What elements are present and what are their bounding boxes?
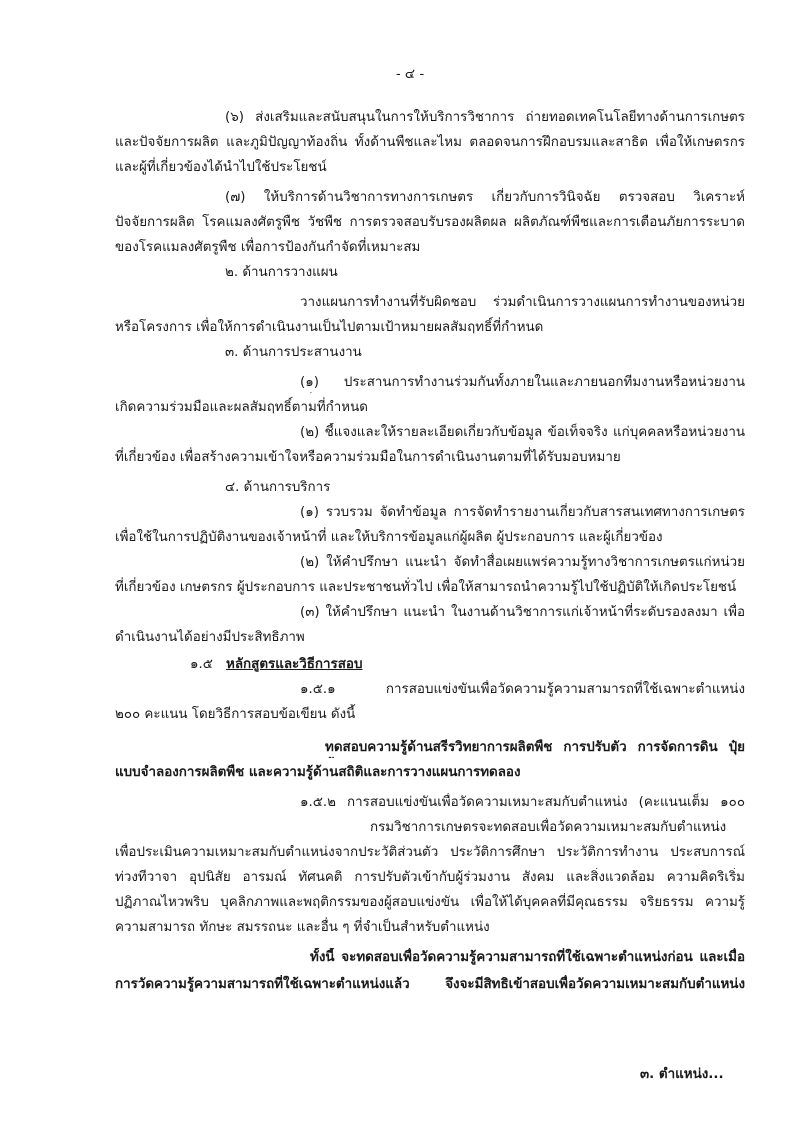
item-6-line-2: และปัจจัยการผลิต และภูมิปัญญาท้องถิ่น ทั้งด้านพืชและไหม ตลอดจนการฝึกอบรมและสาธิต เพื่อให้เกษตรกร [115, 135, 745, 150]
section-2-line-1: วางแผนการทำงานที่รับผิดชอบ ร่วมดำเนินการวางแผนการทำงานของหน่วย [300, 295, 745, 310]
item-7-line-3: ของโรคแมลงศัตรูพืช เพื่อการป้องกันกำจัดที่เหมาะสม [115, 240, 421, 255]
item-7-line-1: (๗) ให้บริการด้านวิชาการทางการเกษตร เกี่ยวกับการวินิจฉัย ตรวจสอบ วิเคราะห์ [225, 190, 745, 205]
interview-line-2: เพื่อประเมินความเหมาะสมกับตำแหน่งจากประวัติส่วนตัว ประวัติการศึกษา ประวัติการทำงาน ประสบการณ์ [115, 845, 745, 860]
section-1-5-number: ๑.๕ [190, 657, 213, 672]
exam-subjects-line-1: ทดสอบความรู้ด้านสรีรวิทยาการผลิตพืช การปรับตัว การจัดการดิน ปุ๋ย [325, 740, 745, 755]
section-3-item-2-line-2: ที่เกี่ยวข้อง เพื่อสร้างความเข้าใจหรือความร่วมมือในการดำเนินงานตามที่ได้รับมอบหมาย [115, 450, 621, 465]
exam-subjects-line-2: แบบจำลองการผลิตพืช และความรู้ด้านสถิติและการวางแผนการทดลอง [115, 765, 521, 780]
section-1-5-1-line-2: ๒๐๐ คะแนน โดยวิธีการสอบข้อเขียน ดังนี้ [115, 707, 356, 722]
section-3-item-2-line-1: (๒) ชี้แจงและให้รายละเอียดเกี่ยวกับข้อมูล ข้อเท็จจริง แก่บุคคลหรือหน่วยงาน [300, 425, 745, 440]
section-3-item-1-line-2: เกิดความร่วมมือและผลสัมฤทธิ์ตามที่กำหนด [115, 400, 368, 415]
section-4-item-1-line-1: (๑) รวบรวม จัดทำข้อมูล การจัดทำรายงานเกี่ยวกับสารสนเทศทางการเกษตร [300, 505, 745, 520]
interview-line-4: ปฏิภาณไหวพริบ บุคลิกภาพและพฤติกรรมของผู้สอบแข่งขัน เพื่อให้ได้บุคคลที่มีคุณธรรม จริยธรรม ความรู้ [115, 895, 745, 910]
interview-line-1: กรมวิชาการเกษตรจะทดสอบเพื่อวัดความเหมาะสมกับตำแหน่ง [370, 820, 727, 835]
section-4-item-2-line-2: ที่เกี่ยวข้อง เกษตรกร ผู้ประกอบการ และประชาชนทั่วไป เพื่อให้สามารถนำความรู้ไปใช้ปฏิบัติให้เกิดประโยชน์ [115, 580, 737, 595]
section-1-5-title: หลักสูตรและวิธีการสอบ [226, 657, 363, 672]
section-1-5-2-line: ๑.๕.๒ การสอบแข่งขันเพื่อวัดความเหมาะสมกับตำแหน่ง (คะแนนเต็ม ๑๐๐ [300, 795, 745, 810]
section-4-item-3-line-2: ดำเนินงานได้อย่างมีประสิทธิภาพ [115, 630, 305, 645]
section-3-heading: ๓. ด้านการประสานงาน [225, 345, 362, 360]
interview-line-3: ท่วงทีวาจา อุปนิสัย อารมณ์ ทัศนคติ การปรับตัวเข้ากับผู้ร่วมงาน สังคม และสิ่งแวดล้อม ความคิดริเริ่ม [115, 870, 745, 885]
section-4-item-1-line-2: เพื่อใช้ในการปฏิบัติงานของเจ้าหน้าที่ และให้บริการข้อมูลแก่ผู้ผลิต ผู้ประกอบการ และผู้เกี่ยวข้อง [115, 530, 663, 545]
section-4-heading: ๔. ด้านการบริการ [225, 480, 331, 495]
section-2-line-2: หรือโครงการ เพื่อให้การดำเนินงานเป็นไปตามเป้าหมายผลสัมฤทธิ์ที่กำหนด [115, 320, 544, 335]
page-continuation: ๓. ตำแหน่ง... [640, 1067, 724, 1082]
note-line-1: ทั้งนี้ จะทดสอบเพื่อวัดความรู้ความสามารถที่ใช้เฉพาะตำแหน่งก่อน และเมื่อ [310, 950, 745, 965]
page-number: - ๔ - [395, 67, 425, 82]
item-6-line-3: และผู้ที่เกี่ยวข้องได้นำไปใช้ประโยชน์ [115, 160, 327, 175]
item-7-line-2: ปัจจัยการผลิต โรคแมลงศัตรูพืช วัชพืช การตรวจสอบรับรองผลิตผล ผลิตภัณฑ์พืชและการเตือนภัยการระบาด [115, 215, 745, 230]
section-4-item-3-line-1: (๓) ให้คำปรึกษา แนะนำ ในงานด้านวิชาการแก่เจ้าหน้าที่ระดับรองลงมา เพื่อ [300, 605, 745, 620]
section-4-item-2-line-1: (๒) ให้คำปรึกษา แนะนำ จัดทำสื่อเผยแพร่ความรู้ทางวิชาการเกษตรแก่หน่วย [300, 555, 745, 570]
section-2-heading: ๒. ด้านการวางแผน [225, 265, 338, 280]
interview-line-5: ความสามารถ ทักษะ สมรรถนะ และอื่น ๆ ที่จำเป็นสำหรับตำแหน่ง [115, 920, 490, 935]
note-line-2: การวัดความรู้ความสามารถที่ใช้เฉพาะตำแหน่งแล้ว จึงจะมีสิทธิเข้าสอบเพื่อวัดความเหมาะสมกับตำแหน่ง [115, 977, 745, 992]
item-6-line-1: (๖) ส่งเสริมและสนับสนุนในการให้บริการวิชาการ ถ่ายทอดเทคโนโลยีทางด้านการเกษตร [225, 110, 745, 125]
section-1-5-1-line-1: ๑.๕.๑ การสอบแข่งขันเพื่อวัดความรู้ความสามารถที่ใช้เฉพาะตำแหน่ง [300, 682, 745, 697]
section-3-item-1-line-1: (๑) ประสานการทำงานร่วมกันทั้งภายในและภายนอกทีมงานหรือหน่วยงาน [300, 375, 745, 390]
